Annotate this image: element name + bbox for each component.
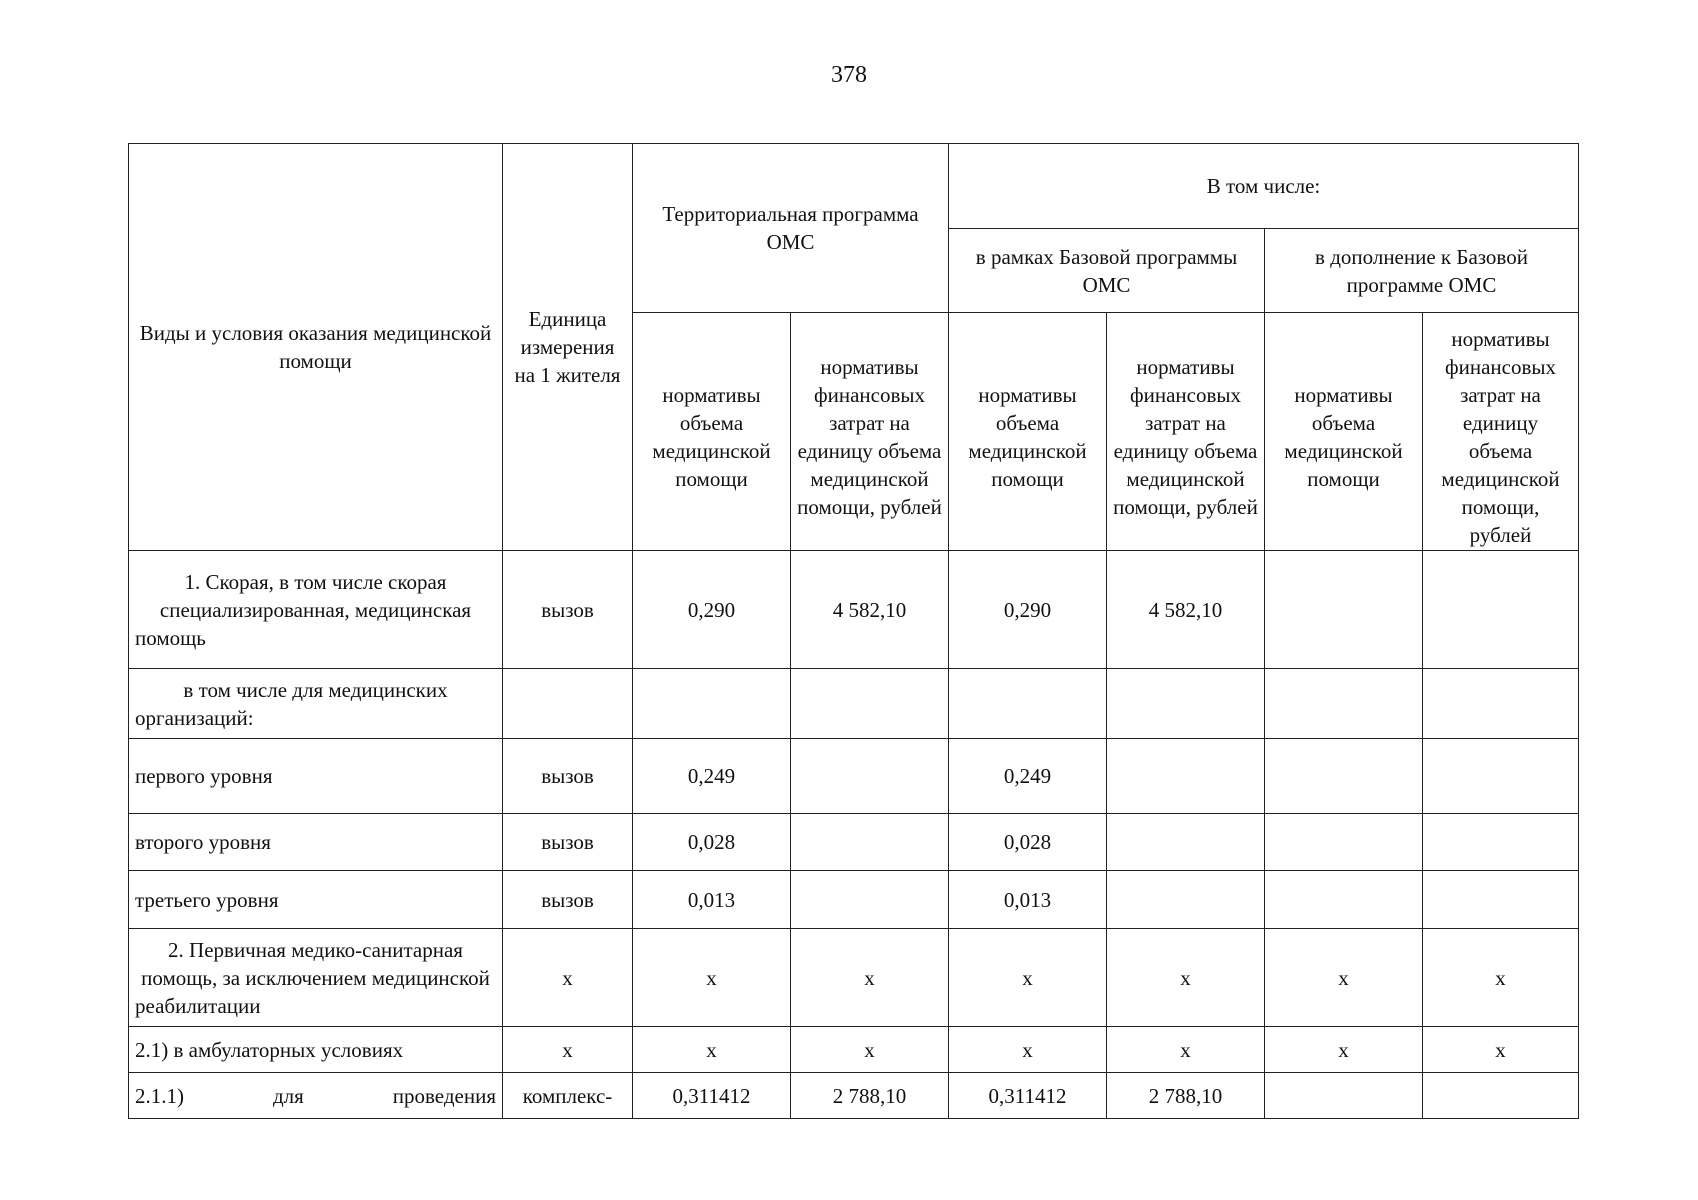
row-addition-volume	[1265, 551, 1423, 669]
row-tp-volume: х	[633, 1027, 791, 1073]
header-within-base-program: в рамках Базовой программы ОМС	[949, 229, 1265, 313]
row-addition-cost: х	[1423, 1027, 1579, 1073]
page-number: 378	[831, 62, 867, 88]
header-including: В том числе:	[949, 144, 1579, 229]
row-base-volume: 0,311412	[949, 1073, 1107, 1119]
subheader-tp-volume: нормативы объема медицинской помощи	[633, 313, 791, 551]
row-tp-cost: 4 582,10	[791, 551, 949, 669]
table-row	[129, 929, 1579, 1027]
header-unit: Единица измерения на 1 жителя	[503, 144, 633, 551]
subheader-base-volume: нормативы объема медицинской помощи	[949, 313, 1107, 551]
row-unit: вызов	[503, 551, 633, 669]
row-addition-volume: х	[1265, 929, 1423, 1027]
row-addition-cost	[1423, 669, 1579, 739]
table-row	[129, 871, 1579, 929]
row-unit: х	[503, 929, 633, 1027]
row-unit: вызов	[503, 814, 633, 871]
row-addition-cost	[1423, 814, 1579, 871]
row-name: третьего уровня	[129, 871, 503, 929]
row-base-cost	[1107, 669, 1265, 739]
row-name: 2.1.1) для проведения	[129, 1073, 503, 1119]
row-addition-cost	[1423, 871, 1579, 929]
row-base-cost: х	[1107, 929, 1265, 1027]
row-tp-cost	[791, 814, 949, 871]
row-addition-cost	[1423, 1073, 1579, 1119]
row-base-volume: 0,290	[949, 551, 1107, 669]
row-unit: вызов	[503, 871, 633, 929]
row-tp-volume	[633, 669, 791, 739]
row-name: первого уровня	[129, 739, 503, 814]
table-row	[129, 739, 1579, 814]
subheader-tp-cost: нормативы финансовых затрат на единицу объема медицинской помощи, рублей	[791, 313, 949, 551]
header-territorial-program: Территориальная программа ОМС	[633, 144, 949, 313]
table-row	[129, 1027, 1579, 1073]
row-addition-volume	[1265, 814, 1423, 871]
table-row	[129, 669, 1579, 739]
row-tp-volume: 0,290	[633, 551, 791, 669]
row-addition-cost	[1423, 739, 1579, 814]
header-addition-base-program: в дополнение к Базовой программе ОМС	[1265, 229, 1579, 313]
row-addition-volume	[1265, 669, 1423, 739]
row-base-volume: х	[949, 1027, 1107, 1073]
row-unit: вызов	[503, 739, 633, 814]
table-row	[129, 814, 1579, 871]
row-tp-cost	[791, 739, 949, 814]
row-addition-volume	[1265, 871, 1423, 929]
row-base-cost	[1107, 871, 1265, 929]
row-tp-cost: 2 788,10	[791, 1073, 949, 1119]
row-base-cost: х	[1107, 1027, 1265, 1073]
row-base-volume: 0,249	[949, 739, 1107, 814]
row-addition-volume	[1265, 1073, 1423, 1119]
row-addition-cost	[1423, 551, 1579, 669]
row-name: в том числе для медицинских организаций:	[129, 669, 503, 739]
row-tp-cost	[791, 669, 949, 739]
row-tp-volume: 0,028	[633, 814, 791, 871]
row-name: 2. Первичная медико-санитарная помощь, за исключением медицинской реабилитации	[129, 929, 503, 1027]
subheader-addition-cost: нормативы финансовых затрат на единицу объема медицинской помощи, рублей	[1423, 313, 1579, 551]
row-addition-cost: х	[1423, 929, 1579, 1027]
row-name: 2.1) в амбулаторных условиях	[129, 1027, 503, 1073]
row-tp-volume: 0,013	[633, 871, 791, 929]
row-unit	[503, 669, 633, 739]
row-tp-volume: х	[633, 929, 791, 1027]
row-base-cost: 2 788,10	[1107, 1073, 1265, 1119]
header-service-type: Виды и условия оказания медицинской помощи	[129, 144, 503, 551]
row-name: второго уровня	[129, 814, 503, 871]
row-base-volume: х	[949, 929, 1107, 1027]
row-unit: х	[503, 1027, 633, 1073]
row-base-volume	[949, 669, 1107, 739]
subheader-base-cost: нормативы финансовых затрат на единицу объема медицинской помощи, рублей	[1107, 313, 1265, 551]
row-base-volume: 0,028	[949, 814, 1107, 871]
table-row	[129, 551, 1579, 669]
normatives-table	[128, 143, 1579, 1119]
table-row	[129, 1073, 1579, 1119]
row-unit: комплекс-	[503, 1073, 633, 1119]
row-base-cost	[1107, 814, 1265, 871]
row-tp-volume: 0,249	[633, 739, 791, 814]
row-addition-volume: х	[1265, 1027, 1423, 1073]
row-addition-volume	[1265, 739, 1423, 814]
row-tp-volume: 0,311412	[633, 1073, 791, 1119]
row-tp-cost: х	[791, 929, 949, 1027]
row-base-volume: 0,013	[949, 871, 1107, 929]
row-base-cost	[1107, 739, 1265, 814]
row-name: 1. Скорая, в том числе скорая специализированная, медицинская помощь	[129, 551, 503, 669]
row-base-cost: 4 582,10	[1107, 551, 1265, 669]
row-tp-cost: х	[791, 1027, 949, 1073]
subheader-addition-volume: нормативы объема медицинской помощи	[1265, 313, 1423, 551]
row-tp-cost	[791, 871, 949, 929]
